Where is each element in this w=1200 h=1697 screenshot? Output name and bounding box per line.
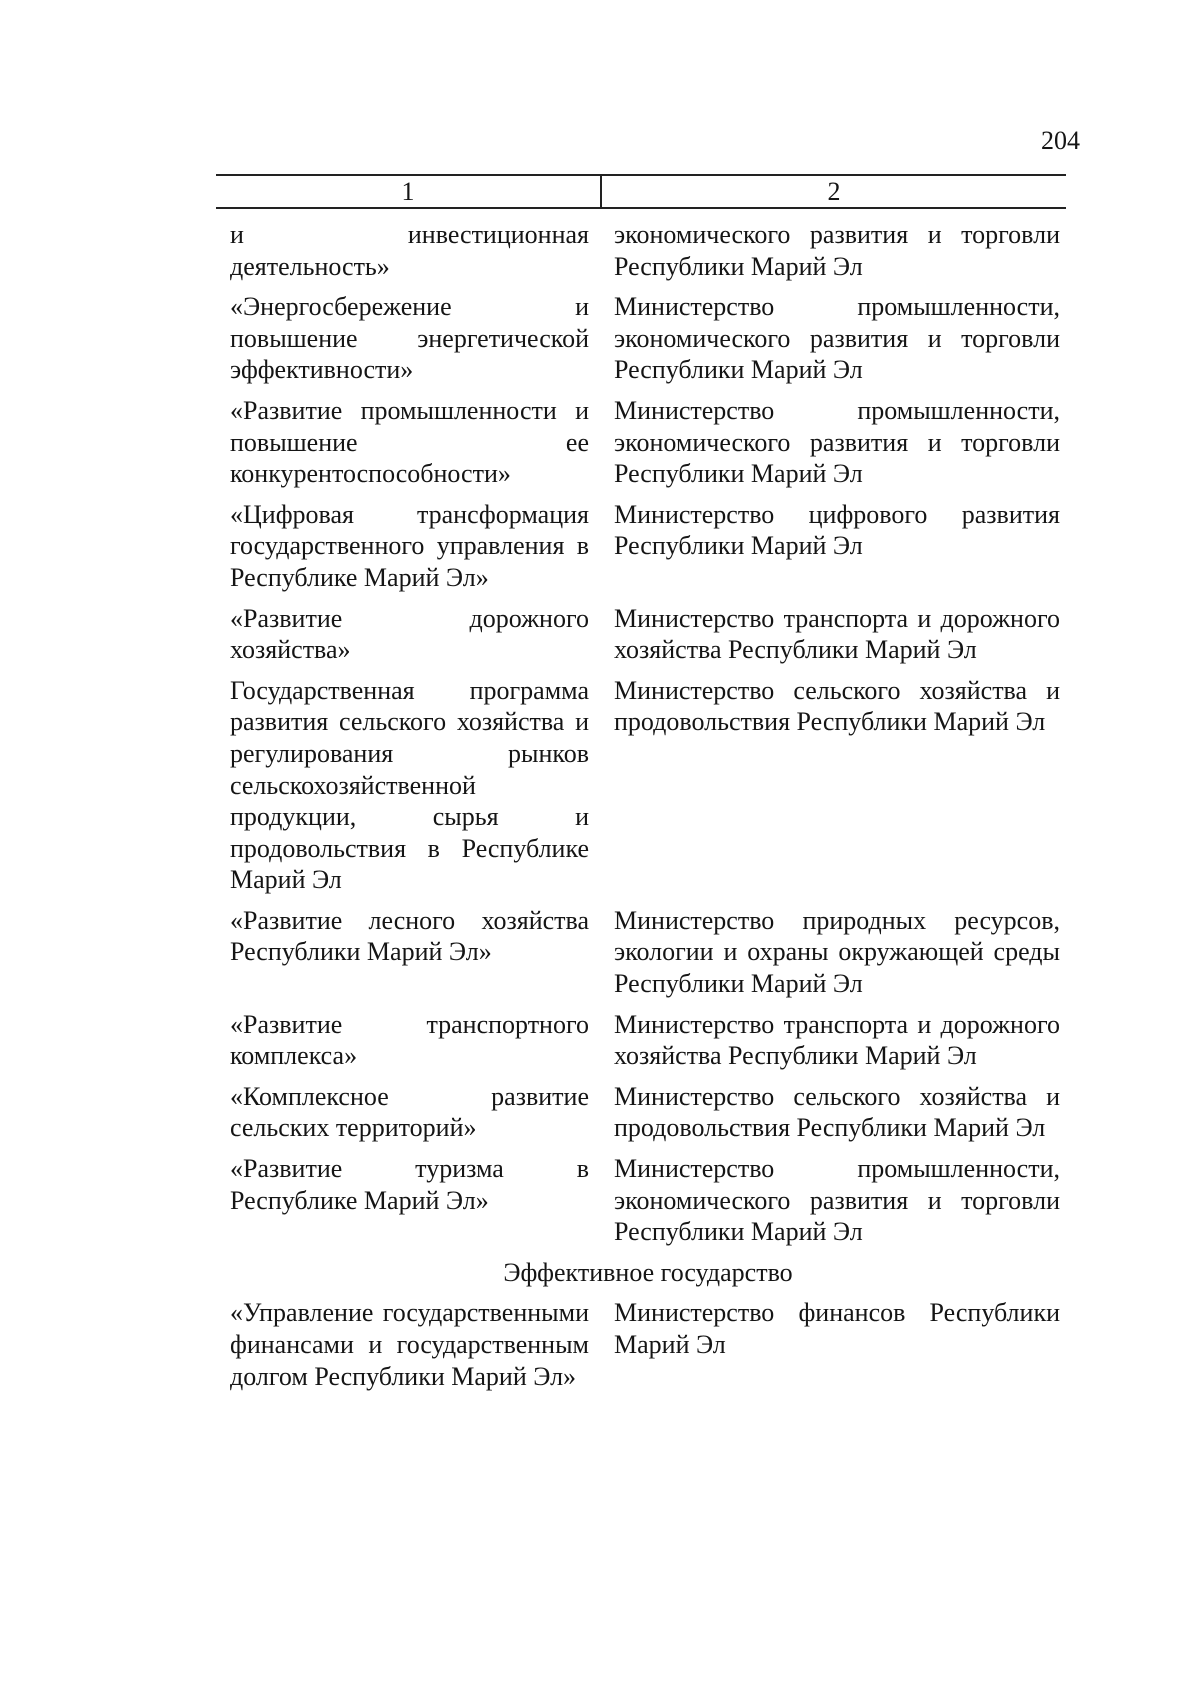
responsible-cell: Министерство промышленности, экономического развития и торговли Республики Марий Эл	[614, 292, 1060, 385]
program-name-cell: «Энергосбережение и повышение энергетической эффективности»	[230, 292, 589, 385]
table-row	[216, 208, 1066, 291]
column-header-1: 1	[216, 175, 601, 208]
program-name-cell: «Комплексное развитие сельских территорий»	[230, 1081, 589, 1143]
responsible-cell: Министерство транспорта и дорожного хозяйства Республики Марий Эл	[614, 603, 1060, 665]
responsible-cell: Министерство транспорта и дорожного хозяйства Республики Марий Эл	[614, 1009, 1060, 1071]
programs-table	[216, 174, 1066, 1401]
table-row	[216, 291, 1066, 395]
responsible-cell: Министерство сельского хозяйства и продовольствия Республики Марий Эл	[614, 675, 1060, 737]
program-name-cell: Государственная программа развития сельского хозяйства и регулирования рынков сельскохозяйственной продукции, сырья и продовольствия в Республике Марий Эл	[230, 675, 589, 895]
responsible-cell: экономического развития и торговли Республики Марий Эл	[614, 220, 1060, 281]
responsible-cell: Министерство промышленности, экономического развития и торговли Республики Марий Эл	[614, 395, 1060, 489]
responsible-cell: Министерство цифрового развития Республики Марий Эл	[614, 499, 1060, 561]
page-number: 204	[1041, 126, 1080, 155]
responsible-cell: Министерство сельского хозяйства и продовольствия Республики Марий Эл	[614, 1081, 1060, 1143]
table-row	[216, 1153, 1066, 1257]
table-row	[216, 1297, 1066, 1401]
table-header-row	[216, 175, 1066, 208]
program-name-cell: и инвестиционная деятельность»	[230, 220, 589, 281]
table-row	[216, 395, 1066, 499]
table-row	[216, 603, 1066, 675]
table-row	[216, 1009, 1066, 1081]
section-title: Эффективное государство	[503, 1257, 793, 1287]
responsible-cell: Министерство природных ресурсов, экологии и охраны окружающей среды Республики Марий Эл	[614, 905, 1060, 999]
program-name-cell: «Развитие промышленности и повышение ее конкурентоспособности»	[230, 395, 589, 489]
responsible-cell: Министерство промышленности, экономического развития и торговли Республики Марий Эл	[614, 1154, 1060, 1247]
program-name-cell: «Управление государственными финансами и государственным долгом Республики Марий Эл»	[230, 1298, 589, 1391]
program-name-cell: «Развитие туризма в Республике Марий Эл»	[230, 1154, 589, 1215]
responsible-cell: Министерство финансов Республики Марий Эл	[614, 1298, 1060, 1359]
program-name-cell: «Развитие лесного хозяйства Республики Марий Эл»	[230, 905, 589, 967]
program-name-cell: «Развитие дорожного хозяйства»	[230, 603, 589, 665]
table-row	[216, 1081, 1066, 1153]
program-name-cell: «Цифровая трансформация государственного управления в Республике Марий Эл»	[230, 499, 589, 592]
section-heading-row	[216, 1257, 1066, 1298]
column-header-2: 2	[601, 175, 1066, 208]
program-name-cell: «Развитие транспортного комплекса»	[230, 1009, 589, 1071]
table-row	[216, 675, 1066, 905]
table-row	[216, 905, 1066, 1009]
table-row	[216, 499, 1066, 603]
